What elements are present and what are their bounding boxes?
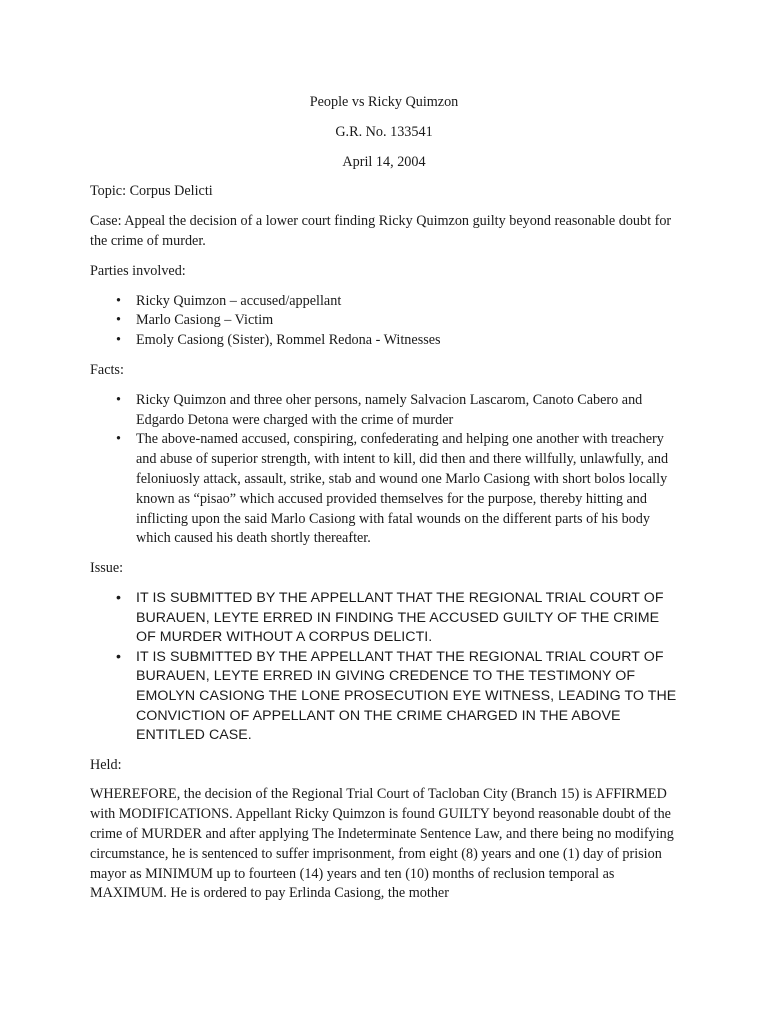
issue-heading: Issue: xyxy=(90,560,124,577)
party-text: Marlo Casiong – Victim xyxy=(136,312,274,329)
list-item xyxy=(90,292,678,312)
list-item xyxy=(90,391,678,431)
document-body xyxy=(90,93,678,914)
bullet-icon: • xyxy=(116,292,121,309)
bullet-icon: • xyxy=(116,431,121,448)
list-item xyxy=(90,648,678,746)
facts-list xyxy=(90,391,678,549)
bullet-icon: • xyxy=(116,332,121,349)
issue-list xyxy=(90,589,678,746)
parties-heading: Parties involved: xyxy=(90,262,186,279)
list-item xyxy=(90,331,678,351)
bullet-icon: • xyxy=(116,589,122,606)
case-title: People vs Ricky Quimzon xyxy=(309,94,459,110)
decision-date: April 14, 2004 xyxy=(342,153,426,170)
issue-text: IT IS SUBMITTED BY THE APPELLANT THAT THE REGIONAL TRIAL COURT OF BURAUEN, LEYTE ERRED IN FINDING THE ACCUSED GUILTY OF THE CRIME OF MURDER WITHOUT A CORPUS DELICTI. xyxy=(136,589,664,646)
bullet-icon: • xyxy=(116,312,121,329)
topic-line: Topic: Corpus Delicti xyxy=(90,183,213,200)
list-item xyxy=(90,589,678,648)
issue-text: IT IS SUBMITTED BY THE APPELLANT THAT THE REGIONAL TRIAL COURT OF BURAUEN, LEYTE ERRED IN GIVING CREDENCE TO THE TESTIMONY OF EMOLYN CASIONG THE LONE PROSECUTION EYE WITNESS, LEADING TO THE CONVICTION OF APPELLANT ON THE CRIME CHARGED IN THE ABOVE ENTITLED CASE. xyxy=(136,648,677,744)
party-text: Ricky Quimzon – accused/appellant xyxy=(136,292,342,309)
bullet-icon: • xyxy=(116,391,121,408)
held-text: WHEREFORE, the decision of the Regional Trial Court of Tacloban City (Branch 15) is AFFIRMED with MODIFICATIONS. Appellant Ricky Quimzon is found GUILTY beyond reasonable doubt of the crime of MURDER and after applying The Indeterminate Sentence Law, and there being no modifying circumstance, he is sentenced to suffer imprisonment, from eight (8) years and one (1) day of prision mayor as MINIMUM up to fourteen (14) years and ten (10) months of reclusion temporal as MAXIMUM. He is ordered to pay Erlinda Casiong, the mother xyxy=(90,786,674,902)
list-item xyxy=(90,311,678,331)
case-line: Case: Appeal the decision of a lower court finding Ricky Quimzon guilty beyond reasonable doubt for the crime of murder. xyxy=(90,213,672,249)
party-text: Emoly Casiong (Sister), Rommel Redona - Witnesses xyxy=(136,332,441,349)
fact-text: The above-named accused, conspiring, confederating and helping one another with treachery and abuse of superior strength, with intent to kill, did then and there willfully, unlawfully, and feloniuosly attack, assault, strike, stab and wound one Marlo Casiong with short bolos locally known as “pisao” which accused provided themselves for the purpose, thereby hitting and inflicting upon the said Marlo Casiong with fatal wounds on the different parts of his body which caused his death shortly thereafter. xyxy=(136,431,669,547)
gr-number: G.R. No. 133541 xyxy=(335,123,433,140)
list-item xyxy=(90,430,678,549)
parties-list xyxy=(90,292,678,351)
fact-text: Ricky Quimzon and three oher persons, namely Salvacion Lascarom, Canoto Cabero and Edgardo Detona were charged with the crime of murder xyxy=(136,391,643,428)
held-heading: Held: xyxy=(90,756,122,773)
facts-heading: Facts: xyxy=(90,361,124,378)
bullet-icon: • xyxy=(116,648,122,665)
